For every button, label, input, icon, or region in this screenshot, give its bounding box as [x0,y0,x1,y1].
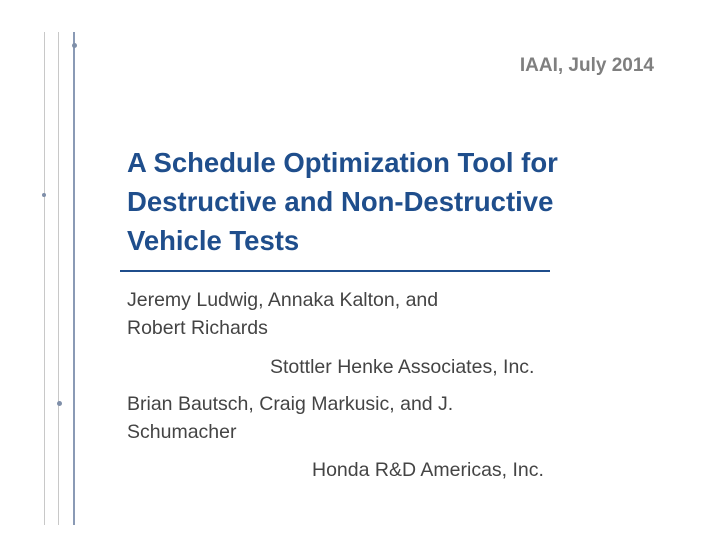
decor-dot-1 [72,43,77,48]
decor-dot-2 [42,193,46,197]
title-divider [120,270,550,272]
decor-line-3 [73,32,75,525]
decor-line-2 [58,32,59,525]
title-line-3: Vehicle Tests [127,225,300,256]
authors-1-line-2: Robert Richards [127,317,268,339]
decor-line-1 [44,32,45,525]
slide-title [127,143,667,260]
authors-2-line-2: Schumacher [127,421,237,443]
authors-1-line-1: Jeremy Ludwig, Annaka Kalton, and [127,289,439,311]
conference-label: IAAI, July 2014 [519,55,654,76]
affiliation-2: Honda R&D Americas, Inc. [312,459,544,481]
authors-2-line-1: Brian Bautsch, Craig Markusic, and J. [127,393,454,415]
title-line-2: Destructive and Non-Destructive [127,186,554,217]
authors-group-2 [127,390,453,446]
title-line-1: A Schedule Optimization Tool for [127,147,558,178]
decor-dot-3 [57,401,62,406]
authors-group-1 [127,286,438,342]
affiliation-1: Stottler Henke Associates, Inc. [270,356,535,378]
